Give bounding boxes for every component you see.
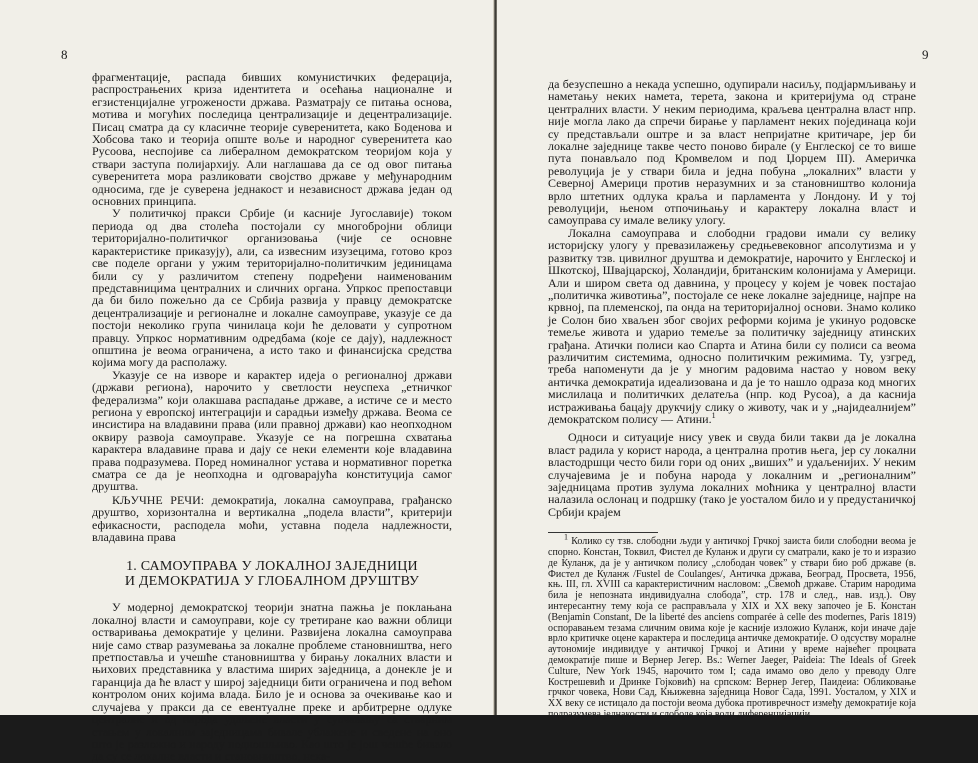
footnote bbox=[548, 532, 916, 721]
section-heading-line-2: И ДЕМОКРАТИЈА У ГЛОБАЛНОМ ДРУШТВУ bbox=[124, 574, 420, 590]
left-text-column bbox=[92, 71, 452, 763]
body-paragraph-2 bbox=[548, 227, 916, 426]
page-number-right: 9 bbox=[922, 47, 929, 62]
body-paragraph-3: Односи и ситуације нису увек и свуда били такви да је локална власт радила у корист народа, а централна против њега, јер су локални властодршци често били гори од оних „виших” и удаљенијих. У неким случајевима је и побуна народа у локалним и „регионалним” заједницама против зулума локалних моћника у централној власти налазила ослонац и подршку (тако је уосталом било и у предустаничкој Србији крајем bbox=[548, 430, 916, 519]
keywords: КЉУЧНЕ РЕЧИ: демократија, локална самоуправа, грађанско друштво, хоризонтална и вертикална „подела власти”, критерији ефикасности, расподела моћи, уставна подела надлежности, владавина права bbox=[92, 492, 452, 545]
abstract-paragraph-3: Указује се на изворе и карактер идеја о регионалној држави (држави региона), нарочито у светлости неуспеха „етничког федерализма” који олакшава распадање државе, а истиче се и место региона у европској интеграцији и сарадњи између држава. Веома се инсистира на владавини права (или правној држави) као неопходном оквиру развоја самоуправе. Указује се на погрешна схватања карактера владавине права и дају се неки елементи које владавина права подразумева. Поред номиналног устава и нормативног поретка сматра се да је неопходна и одговарајућа конституција самог друштва. bbox=[92, 367, 452, 494]
footnote-text: Колико су тзв. слободни људи у античкој Грчкој заиста били слободни веома је спорно. Констан, Токвил, Фистел де Куланж и други су сматрали, како је то и изразио де Куланж, да је у античком полису „слободан човек” у ствари био роб државе (в. Фистел де Куланж /Fustel de Coulanges/, Античка држава, Београд, Просвета, 1956, књ. III, гл. XVIII са карактеристичним насловом: „Свемоћ државе. Старим народима била је непозната индивидуална слобода”, стр. 178 и след., нав. изд.). Ову интересантну тему која се расправљала у XIX и XX веку започео је Б. Констан (Benjamin Constant, De la liberté des anciens comparée à celle des modernes, Paris 1819) оспоравањем тезама сличним овима које је касније изложио Куланж, који иначе даје врло критичке оцене карактера и последица античке демократије. О одсуству моралне аутономије индивидуе у античкој Грчкој и Атини у време највећег процвата демократије пише и Вернер Јегер. Вs.: Werner Jaeger, Paideia: The Ideals of Greek Culture, New York 1945, нарочито том I; сада имамо ово дело у преводу Олге Кострешевић и Дринке Гојковић) на српском: Вернер Јегер, Паидеиа: Обликовање грчког човека, Нови Сад, Књижевна заједница Новог Сада, 1991. Уосталом, у XIX и XX веку се истицало да постоји веома дубока противречност између демократије која подразумева једнакости и слободе која води диференцијацији. bbox=[548, 536, 916, 720]
section-heading-line-1: 1. САМОУПРАВА У ЛОКАЛНОЈ ЗАЈЕДНИЦИ bbox=[126, 559, 418, 575]
right-page bbox=[497, 0, 978, 720]
body-paragraph-2-text: Локална самоуправа и слободни градови имали су велику историјску улогу у превазилажењу средњевековног апсолутизма и у развитку тзв. цивилног друштва и демократије, нарочито у Енглеској и Шкотској, Швајцарској, Холандији, британским колонијама у Америци. Али и широм света од давнина, у процесу у којем је човек постајао „политичка животиња”, постојале се неке локалне заједнице, најпре на крвној, па племенској, па онда на територијалној основи. Знамо колико је Солон био хваљен због својих реформи којима је укинуо родовске темеље живота и ударио темеље за политичку заједницу атинских грађана. Атички полиси као Спарта и Атина били су полиси са веома различитим системима, односно политичким режимима. Ту, узгред, треба напоменути да је у многим радовима настао у новом веку античка демократија идеализована и да је то нашло одраза код многих мислилаца и политичких делатеља (нпр. код Русоа), а да каснија истраживања бацају друкчију слику о животу, чак и у „најидеалнијем” демократском полису — Атини. bbox=[548, 225, 916, 426]
page-number-left: 8 bbox=[61, 47, 68, 62]
abstract-paragraph-1: фрагментације, распада бивших комунистичких федерација, распрострањених криза идентитета и осећања националне и егзистенцијалне угрожености држава. Разматрају се питања основа, мотива и могућих последица централизације и децентрализације. Писац сматра да су класичне теорије суверенитета, како Боденова и Хобсова тако и теорија опште воље и народног суверенитета као Русоова, неспојиве са либералном демократском теоријом која у ствари заступа полијархију. Али наглашава да се од овог питања суверенитета мора разликовати својство државе у међународним односима, где је суверена једнакост и независност држава један од основних принципа. bbox=[92, 70, 452, 209]
body-paragraph-1: да безуспешно а некада успешно, одупирали насиљу, подјармљивању и наметању неких намета, терета, закона и критеријума од стране централних власти. У неким периодима, краљева централна власт нпр. није могла лако да спречи бирање у парламент неких појединаца који су представљали оштре и за власт непријатне критичаре, јер би локалне заједнице такве често поново бирале (у Енглеској се то више пута понављало под Кромвелом и под Џорџем III). Америчка револуција је у ствари била и једна побуна „локалних” власти у Северној Америци против неразумних и за становништво колонија врло штетних одлука краља и парламента у Лондону. И у тој револуцији, њеном отпочињању и карактеру локална власт и самоуправа су имале велику улогу. bbox=[548, 77, 916, 228]
right-text-column bbox=[548, 78, 916, 721]
section-paragraph: У модерној демократској теорији знатна пажња је поклањана локалној власти и самоуправи, које су третиране као важни облици остваривања демократије у целини. Развијена локална самоуправа није само ствар разумевања за локалне проблеме становништва, него претпоставља и учешће становништва у бирању локалних власти и њихових представника у властима ширих заједница, а донекле је и гаранција да ће власт у широј заједници бити ограничена и под већом контролом оних којима влада. Било је и основа за очекивање као и случајева у пракси да се евентуалне преке и арбитрерне одлуке централне и од народа удаљене власти у суочавању са стварним стањем у локалним заједницама бивале ублажене и сведене на оно што је разложно и народу подношљиво. Као што је још чешће бивало да су се локалне власти и становништво, нека- bbox=[92, 600, 452, 763]
section-heading bbox=[92, 559, 452, 589]
abstract-paragraph-2: У политичкој пракси Србије (и касније Југославије) током периода од два столећа постојали су многобројни облици територијално-политичког организовања (чије се основне карактеристике приказују), али, са извесним изузецима, готово кроз све поделе органи у ужим територијално-политичким јединицама били су у различитом степену подређени наименованим представницима централних и сличних органа. Упркос препоставци да би било пожељно да се Србија развија у правцу демократске децентрализације и регионалне и локалне самоуправе, указује се да постоји неколико група чинилаца који ће деловати у супротном правцу. Упркос нормативним одредбама (које се дају), надлежност општина је веома ограничена, а исто тако и финансијска средства којима могу да располажу. bbox=[92, 206, 452, 370]
footnote-number: 1 bbox=[564, 532, 568, 542]
footnote-reference: 1 bbox=[711, 410, 716, 420]
